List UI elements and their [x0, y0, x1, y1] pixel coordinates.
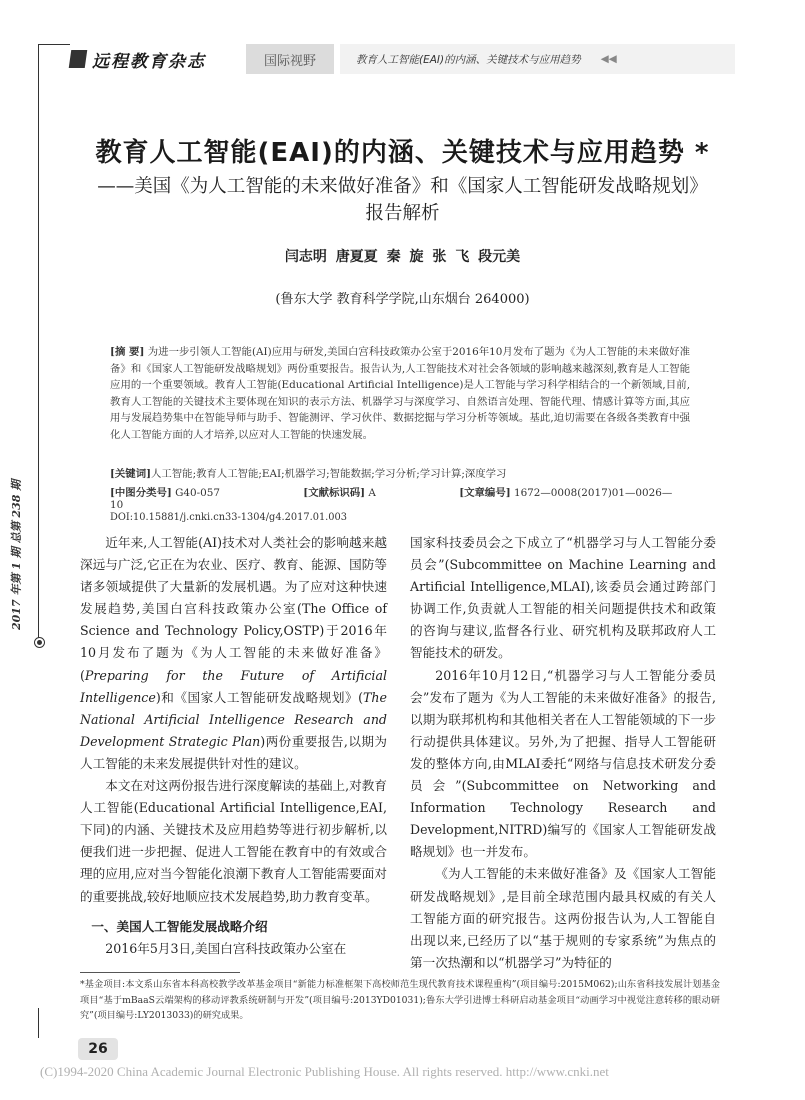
paragraph — [80, 532, 387, 775]
article-no-value: 1672—0008(2017)01—0026—10 — [110, 487, 673, 511]
section-heading: 一、美国人工智能发展战略介绍 — [91, 918, 268, 934]
article-title: 教育人工智能(EAI)的内涵、关键技术与应用趋势 * — [95, 138, 710, 168]
authors: 闫志明 唐夏夏 秦 旋 张 飞 段元美 — [284, 249, 521, 265]
logo-mark-icon — [69, 50, 88, 68]
article-subtitle-line1: ——美国《为人工智能的未来做好准备》和《国家人工智能研发战略规划》 — [97, 176, 708, 197]
clc-value: G40-057 — [175, 487, 220, 499]
running-title-text: 教育人工智能(EAI)的内涵、关键技术与应用趋势 — [356, 53, 581, 66]
paragraph: 国家科技委员会之下成立了“机器学习与人工智能分委员会”(Subcommittee on Machine Learning and Artificial Intelligence,MLAI),该委员会通过跨部门协调工作,负责就人工智能的相关问题提供技术和政策的咨询与建议,监督各行业、研究机构及联邦政府人工智能技术的研发。 — [410, 535, 716, 661]
footnote-divider — [80, 972, 240, 973]
journal-name: 远程教育杂志 — [92, 51, 206, 72]
keywords — [110, 466, 690, 483]
classification-row — [110, 484, 690, 511]
abstract-text: 为进一步引领人工智能(AI)应用与研发,美国白宫科技政策办公室于2016年10月发布了题为《为人工智能的未来做好准备》和《国家人工智能研发战略规划》两份重要报告。报告认为,人工智能技术对社会各领域的影响越来越深刻,教育是人工智能应用的一个重要领域。教育人工智能(Educational Artificial Intelligence)是人工智能与学习科学相结合的一个新领域,目前,教育人工智能的关键技术主要体现在知识的表示方法、机器学习与深度学习、自然语言处理、智能代理、情感计算等方面,其应用与发展趋势集中在智能导师与助手、智能测评、学习伙伴、数据挖掘与学习分析等领域。基此,迫切需要在各级各类教育中强化人工智能方面的人才培养,以应对人工智能的快速发展。 — [110, 346, 690, 441]
paragraph: 本文在对这两份报告进行深度解读的基础上,对教育人工智能(Educational Artificial Intelligence,EAI,下同)的内涵、关键技术及应用趋势等进行初步解析,以便我们进一步把握、促进人工智能在教育中的有效或合理的应用,应对当今智能化浪潮下教育人工智能需要面对的重要挑战,较好地顺应技术发展趋势,助力教育变革。 — [80, 778, 387, 904]
report-title-english-1: Preparing for the Future of Artificial Intelligence — [80, 667, 387, 705]
affiliation: (鲁东大学 教育科学学院,山东烟台 264000) — [275, 292, 530, 307]
page-number: 26 — [78, 1038, 118, 1060]
doc-code-value: A — [368, 487, 376, 499]
side-issue-label: 2017 年第 1 期 总第 238 期 — [10, 479, 23, 630]
paragraph: 2016年5月3日,美国白宫科技政策办公室在 — [105, 940, 347, 956]
frame-dot-icon — [34, 637, 45, 648]
journal-logo — [70, 44, 238, 74]
paragraph: 《为人工智能的未来做好准备》及《国家人工智能研发战略规划》,是目前全球范围内最具权威的有关人工智能方面的研究报告。这两份报告认为,人工智能自出现以来,已经历了以“基于规则的专家系统”为焦点的第一次热潮和以“机器学习”为特征的 — [410, 866, 716, 970]
doi[interactable]: DOI:10.15881/j.cnki.cn33-1304/g4.2017.01.003 — [110, 512, 347, 523]
article-subtitle-line2: 报告解析 — [365, 203, 440, 224]
frame-line-left — [38, 44, 39, 644]
doc-code-label: [文献标识码] — [303, 487, 366, 499]
body-column-left — [80, 532, 387, 960]
paragraph: 2016年10月12日,“机器学习与人工智能分委员会”发布了题为《为人工智能的未来做好准备》的报告,以期为联邦机构和其他相关者在人工智能领域的下一步行动提供具体建议。另外,为了把握、指导人工智能研发的整体方向,由MLAI委托“网络与信息技术研发分委员会”(Subcommittee on Networking and Information Technology Research and Development,NITRD)编写的《国家人工智能研发战略规划》也一并发布。 — [410, 667, 716, 860]
clc-label: [中图分类号] — [110, 487, 172, 499]
keywords-text: 人工智能;教育人工智能;EAI;机器学习;智能数据;学习分析;学习计算;深度学习 — [151, 468, 507, 480]
footnote: *基金项目:本文系山东省本科高校教学改革基金项目“新能力标准框架下高校师范生现代教育技术课程重构”(项目编号:2015M062);山东省科技发展计划基金项目“基于mBaaS云端架构的移动评教系统研制与开发”(项目编号:2013YD01031);鲁东大学引进博士科研启动基金项目“动画学习中视觉注意转移的眼动研究”(项目编号:LY2013033)的研究成果。 — [80, 979, 720, 1021]
clc-field — [110, 487, 260, 499]
copyright-watermark: (C)1994-2020 China Academic Journal Electronic Publishing House. All rights reserved. http://www.cnki.net — [40, 1064, 609, 1079]
paragraph-text: 近年来,人工智能(AI)技术对人类社会的影响越来越深远与广泛,它正在为农业、医疗、教育、能源、国防等诸多领域提供了大量新的发展机遇。为了应对这种快速发展趋势,美国白宫科技政策办公室(The Office of Science and Technology Policy,OSTP)于2016年10月发布了题为《为人工智能的未来做好准备》( — [80, 535, 387, 683]
running-title — [340, 44, 735, 74]
body-column-right — [410, 532, 716, 974]
doc-code-field — [303, 487, 416, 499]
report-title-english-2: The National Artificial Intelligence Research and Development Strategic Plan — [80, 689, 387, 749]
keywords-label: [关键词] — [110, 468, 152, 480]
frame-line-top — [38, 44, 70, 45]
paragraph-text: )两份重要报告,以期为人工智能的未来发展提供针对性的建议。 — [80, 733, 388, 771]
frame-line-bottom — [38, 1008, 39, 1038]
abstract — [110, 344, 690, 443]
article-no-label: [文章编号] — [459, 487, 511, 499]
double-left-arrow-icon: ◀◀ — [600, 53, 617, 65]
section-tab: 国际视野 — [246, 44, 334, 74]
abstract-label: [摘 要] — [110, 346, 145, 358]
paragraph-text: )和《国家人工智能研发战略规划》( — [155, 689, 364, 705]
